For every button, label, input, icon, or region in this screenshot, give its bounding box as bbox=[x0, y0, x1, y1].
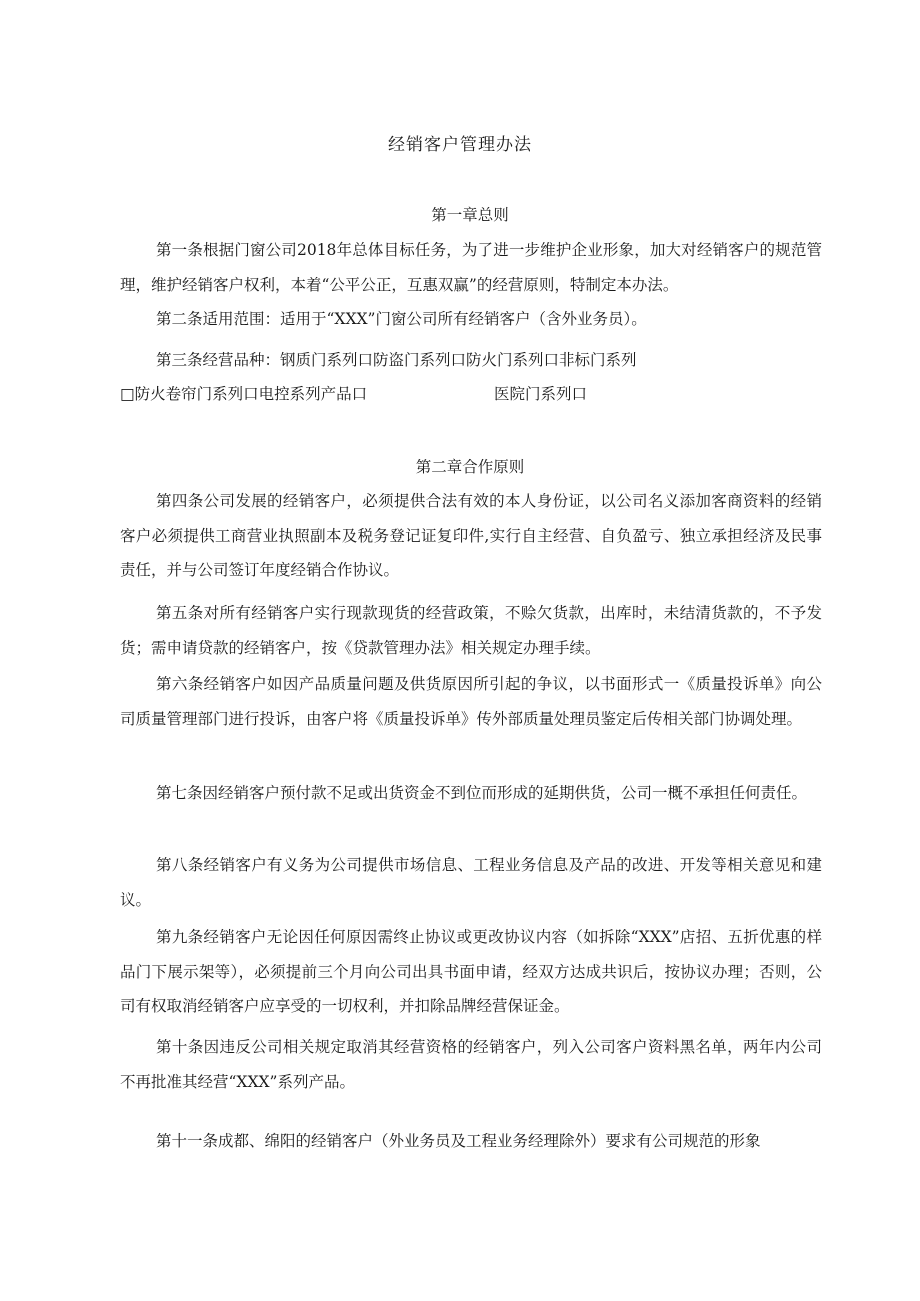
article-1: 第一条根据门窗公司2018年总体目标任务，为了进一步维护企业形象，加大对经销客户的规范管理，维护经销客户权利，本着“公平公正，互惠双赢”的经营原则，特制定本办法。 bbox=[120, 241, 822, 294]
chapter-2-heading: 第二章合作原则 bbox=[415, 458, 525, 476]
article-9: 第九条经销客户无论因任何原因需终止协议或更改协议内容（如拆除“XXX”店招、五折优惠的样品门下展示架等），必须提前三个月向公司出具书面申请，经双方达成共识后，按协议办理；否则，公司有权取消经销客户应享受的一切权利，并扣除品牌经营保证金。 bbox=[120, 928, 822, 1015]
article-3-line-2b: 医院门系列口 bbox=[494, 385, 588, 403]
article-3-line-1: 第三条经营品种：钢质门系列口防盗门系列口防火门系列口非标门系列 bbox=[156, 351, 637, 369]
article-11: 第十一条成都、绵阳的经销客户（外业务员及工程业务经理除外）要求有公司规范的形象 bbox=[156, 1132, 761, 1150]
chapter-1-heading: 第一章总则 bbox=[431, 206, 509, 224]
article-5: 第五条对所有经销客户实行现款现货的经营政策，不赊欠货款，出库时，未结清货款的，不予发货；需申请贷款的经销客户，按《贷款管理办法》相关规定办理手续。 bbox=[120, 604, 822, 657]
article-6: 第六条经销客户如因产品质量问题及供货原因所引起的争议，以书面形式一《质量投诉单》向公司质量管理部门进行投诉，由客户将《质量投诉单》传外部质量处理员鉴定后传相关部门协调处理。 bbox=[120, 675, 822, 728]
article-8: 第八条经销客户有义务为公司提供市场信息、工程业务信息及产品的改进、开发等相关意见和建议。 bbox=[120, 856, 822, 909]
article-2: 第二条适用范围：适用于“XXX”门窗公司所有经销客户（含外业务员）。 bbox=[156, 310, 647, 328]
article-4: 第四条公司发展的经销客户，必须提供合法有效的本人身份证，以公司名义添加客商资料的经销客户必须提供工商营业执照副本及税务登记证复印件,实行自主经营、自负盈亏、独立承担经济及民事责任，并与公司签订年度经销合作协议。 bbox=[120, 492, 822, 579]
article-10: 第十条因违反公司相关规定取消其经营资格的经销客户，列入公司客户资料黑名单，两年内公司不再批准其经营“XXX”系列产品。 bbox=[120, 1038, 822, 1091]
article-3-line-2a: □防火卷帘门系列口电控系列产品口 bbox=[120, 385, 368, 403]
article-7: 第七条因经销客户预付款不足或出货资金不到位而形成的延期供货，公司一概不承担任何责任。 bbox=[156, 784, 808, 802]
document-title: 经销客户管理办法 bbox=[388, 135, 532, 155]
